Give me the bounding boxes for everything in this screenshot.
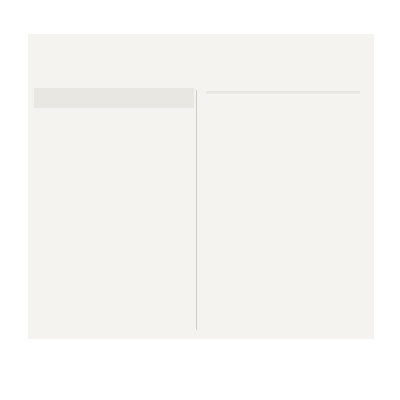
contents-left-column xyxy=(34,88,194,111)
sashiko-pattern-bottom xyxy=(28,341,374,400)
toc-row[interactable] xyxy=(34,100,194,107)
schemes-block xyxy=(34,88,194,108)
contents-right-column xyxy=(206,88,360,98)
pattern-blue-diamonds xyxy=(28,0,374,30)
column-divider xyxy=(196,90,197,330)
pattern-grey-triangles xyxy=(28,341,374,400)
extra-block xyxy=(206,91,360,94)
sashiko-pattern-top xyxy=(28,0,374,30)
contents-panel xyxy=(28,34,374,339)
